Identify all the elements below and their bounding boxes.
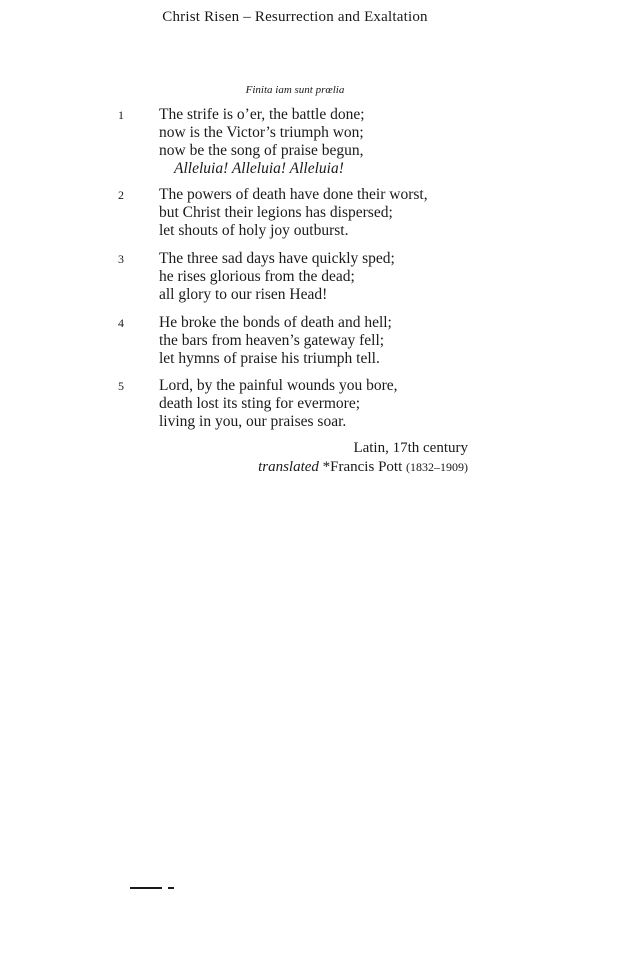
verse-text	[159, 250, 395, 304]
verse-line: he rises glorious from the dead;	[159, 268, 355, 285]
verse-line: death lost its sting for evermore;	[159, 395, 361, 412]
verse-line: the bars from heaven’s gateway fell;	[159, 332, 385, 349]
verse-number: 4	[118, 316, 124, 330]
verse-line: The three sad days have quickly sped;	[159, 250, 395, 267]
attribution-origin: Latin, 17th century	[353, 440, 468, 456]
verse-number: 3	[118, 252, 124, 266]
verse-line: but Christ their legions has dispersed;	[159, 204, 393, 221]
verse-line: The strife is o’er, the battle done;	[159, 106, 365, 123]
footer-rule-mark	[168, 887, 174, 889]
running-header: Christ Risen – Resurrection and Exaltation	[162, 9, 428, 25]
attribution-translation	[258, 459, 468, 476]
verse-line: The powers of death have done their worst,	[159, 186, 428, 203]
verse-line: living in you, our praises soar.	[159, 413, 347, 430]
refrain-line: Alleluia! Alleluia! Alleluia!	[174, 160, 344, 177]
translator-name: *Francis Pott	[322, 459, 403, 475]
footer-rule	[130, 887, 162, 889]
verse-line: let shouts of holy joy outburst.	[159, 222, 349, 239]
verse-text	[159, 377, 398, 431]
verse-line: all glory to our risen Head!	[159, 286, 328, 303]
translated-label: translated	[258, 459, 319, 475]
verse-text	[159, 106, 365, 178]
verse-number: 2	[118, 188, 124, 202]
verse-text	[159, 314, 392, 368]
translator-dates: (1832–1909)	[406, 460, 468, 474]
verse-text	[159, 186, 428, 240]
verse-line: now be the song of praise begun,	[159, 142, 364, 159]
verse-line: now is the Victor’s triumph won;	[159, 124, 364, 141]
verse-line: He broke the bonds of death and hell;	[159, 314, 392, 331]
verse-number: 1	[118, 108, 124, 122]
verse-number: 5	[118, 379, 124, 393]
verse-line: Lord, by the painful wounds you bore,	[159, 377, 398, 394]
verse-line: let hymns of praise his triumph tell.	[159, 350, 380, 367]
latin-incipit: Finita iam sunt prœlia	[245, 84, 345, 96]
